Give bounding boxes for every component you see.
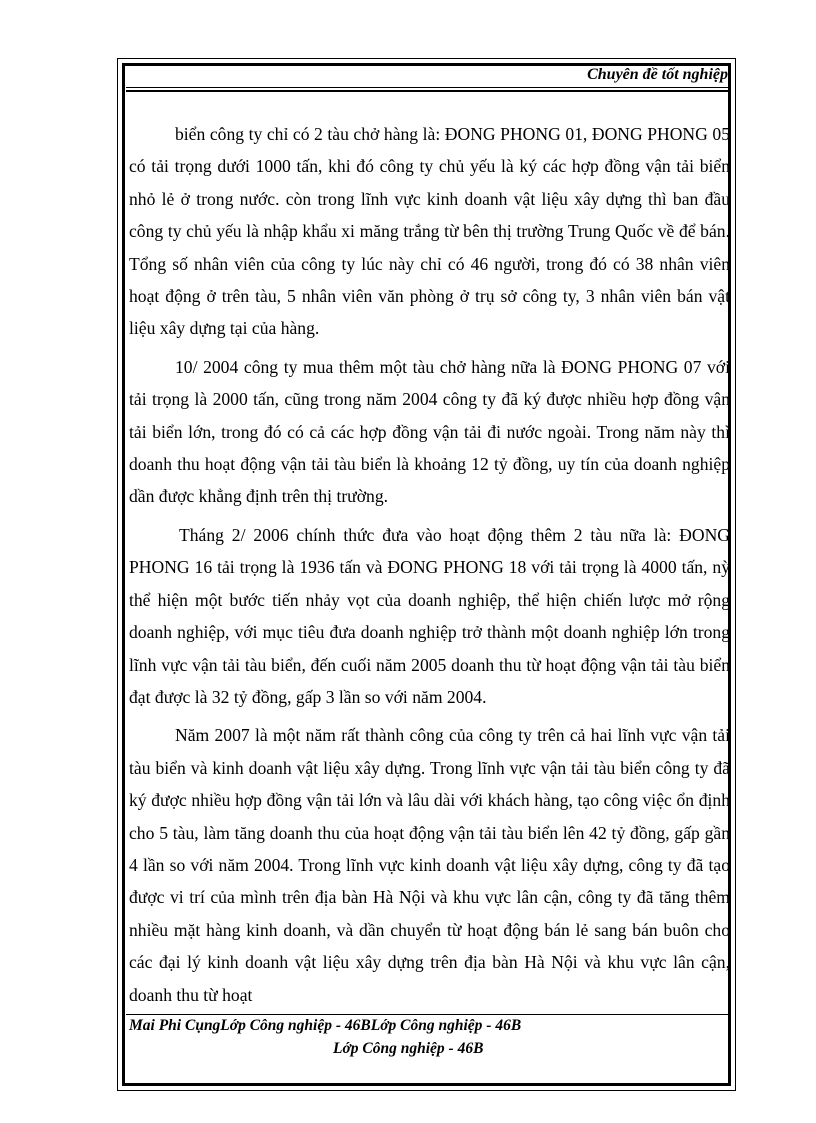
header-title: Chuyên đề tốt nghiệp (587, 66, 728, 83)
footer-author-class: Mai Phi CụngLớp Công nghiệp - 46BLớp Công nghiệp - 46B (129, 1017, 522, 1034)
paragraph: 10/ 2004 công ty mua thêm một tàu chở hàng nữa là ĐONG PHONG 07 với tải trọng là 2000 tấn, cũng trong năm 2004 công ty đã ký được nhiều hợp đồng vận tải biển lớn, trong đó có cả các hợp đồng vận tải đi nước ngoài. Trong năm này thì doanh thu hoạt động vận tải tàu biển là khoảng 12 tỷ đồng, uy tín của doanh nghiệp dần được khẳng định trên thị trường. (129, 356, 730, 507)
header-rule-thick (126, 90, 729, 92)
paragraph: biển công ty chỉ có 2 tàu chở hàng là: ĐONG PHONG 01, ĐONG PHONG 05 có tải trọng dưới 1000 tấn, khi đó công ty chủ yếu là ký các hợp đồng vận tải biển nhỏ lẻ ở trong nước. còn trong lĩnh vực kinh doanh vật liệu xây dựng thì ban đầu công ty chủ yếu là nhập khẩu xi măng trắng từ bên thị trường Trung Quốc về để bán. Tổng số nhân viên của công ty lúc này chỉ có 46 người, trong đó có 38 nhân viên hoạt động ở trên tàu, 5 nhân viên văn phòng ở trụ sở công ty, 3 nhân viên bán vật liệu xây dựng tại của hàng. (129, 124, 730, 339)
paragraph: Tháng 2/ 2006 chính thức đưa vào hoạt động thêm 2 tàu nữa là: ĐONG PHONG 16 tải trọng là 1936 tấn và ĐONG PHONG 18 với tải trọng là 4000 tấn, nỳ thể hiện một bước tiến nhảy vọt của doanh nghiệp, thể hiện chiến lược mở rộng doanh nghiệp, với mục tiêu đưa doanh nghiệp trở thành một doanh nghiệp lớn trong lĩnh vực vận tải tàu biển, đến cuối năm 2005 doanh thu từ hoạt động vận tải tàu biển đạt được là 32 tỷ đồng, gấp 3 lần so với năm 2004. (129, 524, 730, 707)
document-body (129, 118, 730, 1017)
header-rule (126, 87, 729, 88)
footer-rule (126, 1014, 729, 1015)
paragraph: Năm 2007 là một năm rất thành công của công ty trên cả hai lĩnh vực vận tải tàu biển và kinh doanh vật liệu xây dựng. Trong lĩnh vực vận tải tàu biển công ty đã ký được nhiều hợp đồng vận tải lớn và lâu dài với khách hàng, tạo công việc ổn định cho 5 tàu, làm tăng doanh thu của hoạt động vận tải tàu biển lên 42 tỷ đồng, gấp gần 4 lần so với năm 2004. Trong lĩnh vực kinh doanh vật liệu xây dựng, công ty đã tạo được vi trí của mình trên địa bàn Hà Nội và khu vực lân cận, công ty đã tăng thêm nhiều mặt hàng kinh doanh, và dần chuyển từ hoạt động bán lẻ sang bán buôn cho các đại lý kinh doanh vật liệu xây dựng trên địa bàn Hà Nội và khu vực lân cận, doanh thu từ hoạt (129, 725, 730, 1005)
footer-class: Lớp Công nghiệp - 46B (333, 1040, 484, 1057)
